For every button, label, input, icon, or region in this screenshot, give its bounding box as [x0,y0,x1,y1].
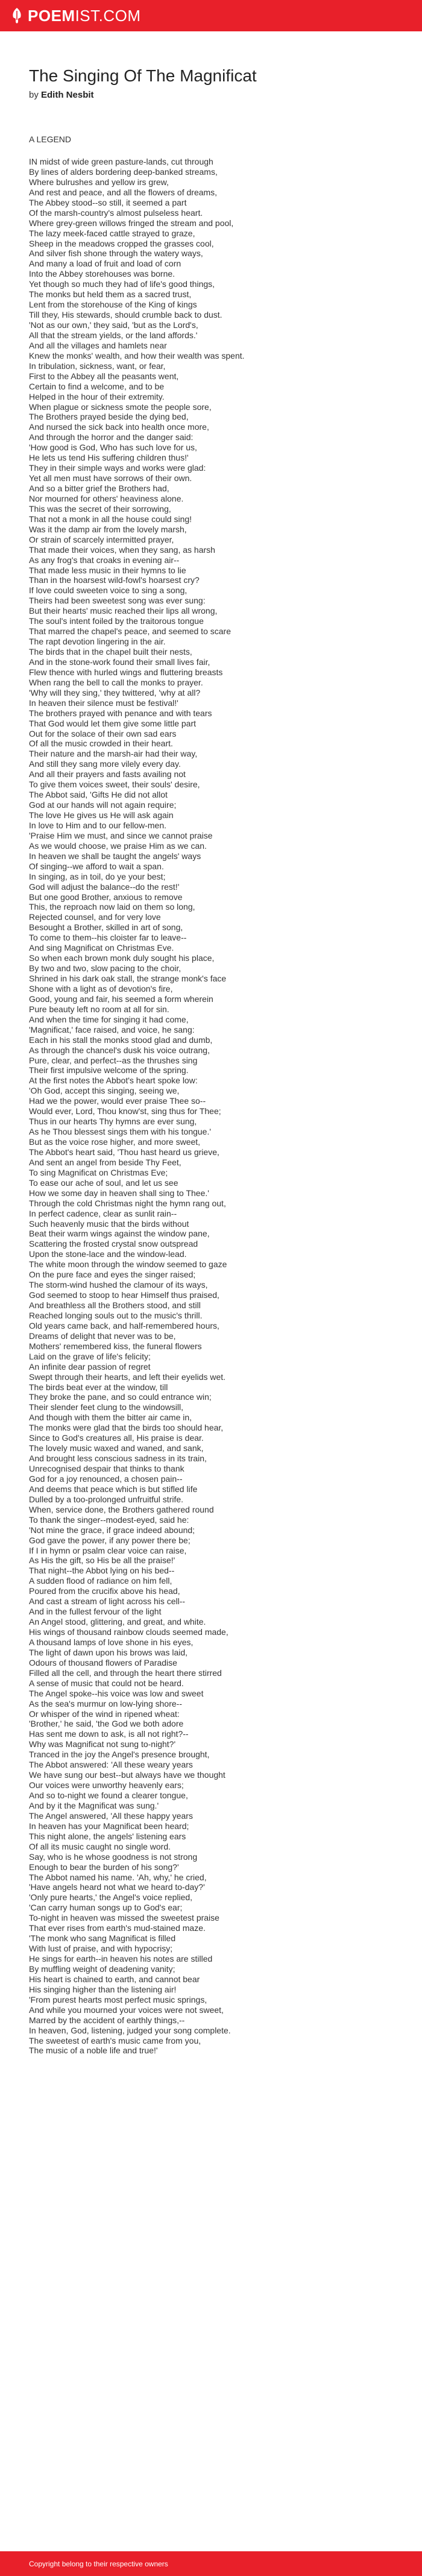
poem-line: Helped in the hour of their extremity. [29,391,165,402]
poem-line: And rest and peace, and all the flowers of dreams, [29,187,218,197]
poem-line: And when the time for singing it had come, [29,1014,189,1024]
poem-line: The Abbot said, 'Gifts He did not allot [29,790,168,800]
poem-line: 'Have angels heard not what we heard to-day?' [29,1882,205,1892]
poem-line: And in the fullest fervour of the light [29,1607,162,1617]
poem-line: As the sea's murmur on low-lying shore-- [29,1698,182,1708]
poem-line: Besought a Brother, skilled in art of song, [29,922,183,933]
poem-line: On the pure face and eyes the singer raised; [29,1270,196,1280]
poem-line: And silver fish shone through the watery ways, [29,248,203,259]
poem-line: First to the Abbey all the peasants went, [29,371,179,381]
poem-line: To ease our ache of soul, and let us see [29,1177,178,1188]
poem-line: How we some day in heaven shall sing to Thee.' [29,1188,209,1198]
poem-line: His singing higher than the listening air! [29,1984,177,1994]
poem-line: They in their simple ways and works were glad: [29,463,206,473]
poem-line: We have sung our best--but always have we thought [29,1770,225,1780]
poem-line: Dulled by a too-prolonged unfruitful strife. [29,1494,184,1504]
poem-line: To come to them--his cloister far to leave-- [29,933,187,943]
poem-line: In heaven, God, listening, judged your song complete. [29,2025,231,2035]
poem-line: God seemed to stoop to hear Himself thus praised, [29,1290,219,1300]
poem-line: By muffling weight of deadening vanity; [29,1963,175,1974]
poem-line: 'Praise Him we must, and since we cannot praise [29,830,213,840]
poem-line: But their hearts' music reached their lips all wrong, [29,606,218,616]
poem-line: Nor mourned for others' heaviness alone. [29,493,184,503]
poem-line: The Abbey stood--so still, it seemed a part [29,197,187,207]
poem-line: Or whisper of the wind in ripened wheat: [29,1708,180,1719]
poem-line: That made less music in their hymns to lie [29,565,186,575]
poem-line: Yet though so much they had of life's good things, [29,279,215,289]
logo-text-light: IST.COM [75,6,141,25]
copyright-text: Copyright belong to their respective owners [29,2559,168,2568]
poem-line: But one good Brother, anxious to remove [29,892,183,902]
poem-line: The brothers prayed with penance and with tears [29,708,212,718]
poem-line: When plague or sickness smote the people sore, [29,402,212,412]
poem-line: Reached longing souls out to the music's thrill. [29,1310,203,1320]
poem-line: The music of a noble life and true!' [29,2045,158,2056]
poem-line: Than in the hoarsest wild-fowl's hoarsest cry? [29,575,200,585]
author-line [29,90,422,100]
poem-content [0,31,422,2056]
poem-line: That made their voices, when they sang, as harsh [29,544,215,555]
poem-line: As His the gift, so His be all the praise!' [29,1555,175,1566]
poem-line: And many a load of fruit and load of corn [29,259,181,269]
poem-line: Till they, His stewards, should crumble back to dust. [29,310,222,320]
poem-line: Our voices were unworthy heavenly ears; [29,1780,184,1790]
poem-line: Certain to find a welcome, and to be [29,381,165,391]
poem-line: Their nature and the marsh-air had their way, [29,749,198,759]
poem-line: And though with them the bitter air came in, [29,1412,192,1423]
poem-line: Or strain of scarcely intermitted prayer, [29,534,174,544]
poem-line: The birds that in the chapel built their nests, [29,647,192,657]
poem-line: This night alone, the angels' listening ears [29,1831,186,1841]
poem-line: God gave the power, if any power there be; [29,1535,191,1545]
poem-line: Of all the music crowded in their heart. [29,738,173,749]
poem-line: And nursed the sick back into health once more, [29,422,209,432]
poem-line: In love to Him and to our fellow-men. [29,820,166,830]
poem-line: An Angel stood, glittering, and great, and white. [29,1617,206,1627]
poem-line: Of singing--we afford to wait a span. [29,861,164,871]
poem-subtitle: A LEGEND [29,134,72,144]
poem-line: As through the chancel's dusk his voice outrang, [29,1045,210,1055]
poem-line: Odours of thousand flowers of Paradise [29,1657,177,1667]
poem-line: Poured from the crucifix above his head, [29,1586,180,1596]
poem-line: Mothers' remembered kiss, the funeral flowers [29,1341,202,1351]
poem-line: Dreams of delight that never was to be, [29,1331,176,1341]
poem-line: In perfect cadence, clear as sunlit rain-- [29,1208,177,1218]
poem-line: Shrined in his dark oak stall, the strange monk's face [29,974,227,983]
poem-line: Thus in our hearts Thy hymns are ever sung, [29,1116,197,1127]
quill-icon [11,7,23,24]
poem-line: And all the villages and hamlets near [29,340,167,350]
poem-line: Enough to bear the burden of his song?' [29,1862,179,1872]
poem-line: The love He gives us He will ask again [29,810,174,820]
poem-line: And while you mourned your voices were not sweet, [29,2004,224,2015]
poem-line: The rapt devotion lingering in the air. [29,637,166,647]
poem-line: Good, young and fair, his seemed a form wherein [29,994,213,1004]
poem-line: Was it the damp air from the lovely marsh, [29,524,187,534]
poem-line: And in the stone-work found their small lives fair, [29,657,210,667]
poem-line: His wings of thousand rainbow clouds seemed made, [29,1627,228,1637]
poem-line: That marred the chapel's peace, and seemed to scare [29,626,231,637]
poem-line: Flew thence with hurled wings and fluttering breasts [29,667,223,677]
by-label: by [29,90,39,100]
poem-line: Why was Magnificat not sung to-night?' [29,1739,176,1749]
poem-line: The white moon through the window seemed to gaze [29,1259,227,1270]
poem-line: And still they sang more vilely every day. [29,759,181,769]
poem-line: To sing Magnificat on Christmas Eve; [29,1167,168,1177]
poem-line: The storm-wind hushed the clamour of its ways, [29,1280,208,1290]
poem-line: Of the marsh-country's almost pulseless heart. [29,207,203,218]
poem-line: 'From purest hearts most perfect music springs, [29,1994,207,2004]
poem-line: Theirs had been sweetest song was ever sung: [29,596,206,606]
poem-line: Knew the monks' wealth, and how their wealth was spent. [29,350,245,361]
poem-line: And sent an angel from beside Thy Feet, [29,1157,181,1167]
poem-line: And sing Magnificat on Christmas Eve. [29,943,174,953]
poem-line: A sense of music that could not be heard. [29,1678,184,1688]
poem-line: Such heavenly music that the birds without [29,1218,189,1229]
poem-line: To-night in heaven was missed the sweetest praise [29,1913,219,1923]
poem-line: This, the reproach now laid on them so long, [29,902,195,912]
poem-line: As he Thou blessest sings them with his tongue.' [29,1127,212,1137]
poem-line: He lets us tend His suffering children thus!' [29,453,189,463]
poem-line: The Abbot answered: 'All these weary years [29,1760,193,1770]
poem-line: The Angel spoke--his voice was low and sweet [29,1688,204,1698]
poem-line: The monks were glad that the birds too should hear, [29,1423,224,1433]
poem-line: That not a monk in all the house could sing! [29,514,192,524]
poem-line: Tranced in the joy the Angel's presence brought, [29,1749,210,1760]
poem-line: 'Only pure hearts,' the Angel's voice replied, [29,1892,193,1903]
poem-line: The Abbot named his name. 'Ah, why,' he cried, [29,1872,207,1882]
poem-line: Scattering the frosted crystal snow outspread [29,1239,198,1249]
poem-line: Their slender feet clung to the windowsill, [29,1402,184,1412]
poem-line: When, service done, the Brothers gathered round [29,1504,214,1514]
poem-line: That ever rises from earth's mud-stained maze. [29,1923,206,1933]
poem-line: If love could sweeten voice to sing a song, [29,585,187,596]
poem-line: And deems that peace which is but stifled life [29,1484,198,1494]
poem-line: 'Not mine the grace, if grace indeed abound; [29,1525,195,1535]
poem-line: And brought less conscious sadness in its train, [29,1453,207,1464]
poem-line: When rang the bell to call the monks to prayer. [29,677,203,687]
poem-line: This was the secret of their sorrowing, [29,503,171,514]
poem-line: Would ever, Lord, Thou know'st, sing thus for Thee; [29,1106,221,1116]
poem-line: At the first notes the Abbot's heart spoke low: [29,1075,198,1086]
poem-line: Had we the power, would ever praise Thee so-- [29,1096,206,1106]
poem-line: The Abbot's heart said, 'Thou hast heard us grieve, [29,1147,219,1157]
footer [0,2551,422,2576]
poem-line: Upon the stone-lace and the window-lead. [29,1249,187,1259]
poem-line: Beat their warm wings against the window pane, [29,1229,210,1239]
poem-line: Pure beauty left no room at all for sin. [29,1004,169,1014]
poem-line: 'Oh God, accept this singing, seeing we, [29,1086,180,1096]
poem-line: God for a joy renounced, a chosen pain-- [29,1473,183,1484]
poem-line: And so a bitter grief the Brothers had, [29,483,169,493]
poem-line: An infinite dear passion of regret [29,1361,151,1371]
logo-text-bold: POEM [28,6,75,25]
poem-line: In tribulation, sickness, want, or fear, [29,361,166,371]
poem-line: The Brothers prayed beside the dying bed, [29,412,189,422]
poem-line: Sheep in the meadows cropped the grasses cool, [29,238,214,248]
site-logo[interactable] [11,7,141,25]
poem-line: Since to God's creatures all, His praise is dear. [29,1433,204,1443]
poem-line: With lust of praise, and with hypocrisy; [29,1944,173,1954]
poem-line: Swept through their hearts, and left their eyelids wet. [29,1371,226,1382]
poem-line: The birds beat ever at the window, till [29,1382,168,1392]
poem-title: The Singing Of The Magnificat [29,66,257,85]
poem-line: Into the Abbey storehouses was borne. [29,269,175,279]
poem-line: IN midst of wide green pasture-lands, cut through [29,157,213,166]
poem-line: But as the voice rose higher, and more sweet, [29,1137,201,1147]
poem-line: By lines of alders bordering deep-banked streams, [29,166,218,177]
poem-line: In heaven we shall be taught the angels' ways [29,851,201,861]
poem-line: Pure, clear, and perfect--as the thrushes sing [29,1055,198,1065]
poem-line: Where bulrushes and yellow irs grew, [29,177,169,187]
poem-line: That night--the Abbot lying on his bed-- [29,1566,175,1576]
poem-line: In heaven their silence must be festival!' [29,698,178,708]
poem-line: And cast a stream of light across his cell-- [29,1596,186,1607]
poem-line: God will adjust the balance--do the rest!' [29,881,180,892]
poem-line: 'Magnificat,' face raised, and voice, he sang: [29,1024,195,1034]
poem-line: Lent from the storehouse of the King of kings [29,300,197,310]
poem-line: Unrecognised despair that thinks to thank [29,1464,184,1473]
poem-line: 'How good is God, Who has such love for us, [29,442,197,453]
poem-line: The lovely music waxed and waned, and sank, [29,1443,204,1453]
poem-line: A thousand lamps of love shone in his eyes, [29,1637,194,1647]
poem-line: 'The monk who sang Magnificat is filled [29,1933,176,1944]
poem-line: Where grey-green willows fringed the stream and pool, [29,218,234,228]
poem-line: Rejected counsel, and for very love [29,912,161,922]
poem-line: To thank the singer--modest-eyed, said he: [29,1514,189,1525]
poem-line: If I in hymn or psalm clear voice can raise, [29,1545,187,1555]
top-bar [0,0,422,31]
poem-line: Their first impulsive welcome of the spring. [29,1065,189,1075]
poem-line: Say, who is he whose goodness is not strong [29,1851,198,1862]
poem-line: 'Brother,' he said, 'the God we both adore [29,1719,184,1729]
poem-line: They broke the pane, and so could entrance win; [29,1392,212,1402]
poem-line: The sweetest of earth's music came from you, [29,2035,201,2045]
poem-line: And so to-night we found a clearer tongue, [29,1790,188,1800]
poem-line: All that the stream yields, or the land affords.' [29,330,198,340]
poem-line: The light of dawn upon his brows was laid, [29,1647,188,1657]
poem-line: Filled all the cell, and through the heart there stirred [29,1667,222,1678]
poem-line: Each in his stall the monks stood glad and dumb, [29,1034,213,1045]
poem-line: 'Can carry human songs up to God's ear; [29,1903,183,1913]
author-link[interactable]: Edith Nesbit [41,90,94,100]
poem-line: Out for the solace of their own sad ears [29,728,177,738]
poem-line: Old years came back, and half-remembered hours, [29,1320,219,1331]
poem-line: That God would let them give some little part [29,718,197,728]
poem-line: And all their prayers and fasts availing not [29,769,186,779]
poem-line: 'Not as our own,' they said, 'but as the Lord's, [29,320,198,330]
poem-line: As we would choose, we praise Him as we can. [29,840,207,851]
poem-body [29,157,422,2056]
poem-line: Yet all men must have sorrows of their own. [29,473,192,483]
poem-line: He sings for earth--in heaven his notes are stilled [29,1954,213,1963]
poem-line: The soul's intent foiled by the traitorous tongue [29,616,204,626]
poem-line: God at our hands will not again require; [29,800,177,810]
poem-line: 'Why will they sing,' they twittered, 'why at all? [29,687,201,698]
poem-line: Laid on the grave of life's felicity; [29,1351,151,1361]
poem-line: So when each brown monk duly sought his place, [29,953,215,963]
poem-line: The Angel answered, 'All these happy years [29,1810,193,1821]
poem-line: Of all its music caught no single word. [29,1841,171,1851]
poem-line: In heaven has your Magnificat been heard; [29,1821,189,1831]
poem-line: And by it the Magnificat was sung.' [29,1800,159,1810]
poem-line: Shone with a light as of devotion's fire, [29,983,173,994]
poem-line: Marred by the accident of earthly things,-- [29,2015,185,2025]
poem-line: Through the cold Christmas night the hymn rang out, [29,1198,226,1208]
poem-line: In singing, as in toil, do ye your best; [29,871,166,881]
poem-line: As any frog's that croaks in evening air-- [29,555,180,565]
poem-line: His heart is chained to earth, and cannot bear [29,1974,200,1984]
poem-line: And through the horror and the danger said: [29,432,194,442]
poem-line: By two and two, slow pacing to the choir, [29,963,181,974]
poem-line: The monks but held them as a sacred trust, [29,289,192,300]
poem-line: A sudden flood of radiance on him fell, [29,1576,172,1586]
poem-line: And breathless all the Brothers stood, and still [29,1300,201,1310]
poem-line: Has sent me down to ask, is all not right?-- [29,1729,189,1739]
poem-line: To give them voices sweet, their souls' desire, [29,779,200,790]
poem-line: The lazy meek-faced cattle strayed to graze, [29,228,195,238]
